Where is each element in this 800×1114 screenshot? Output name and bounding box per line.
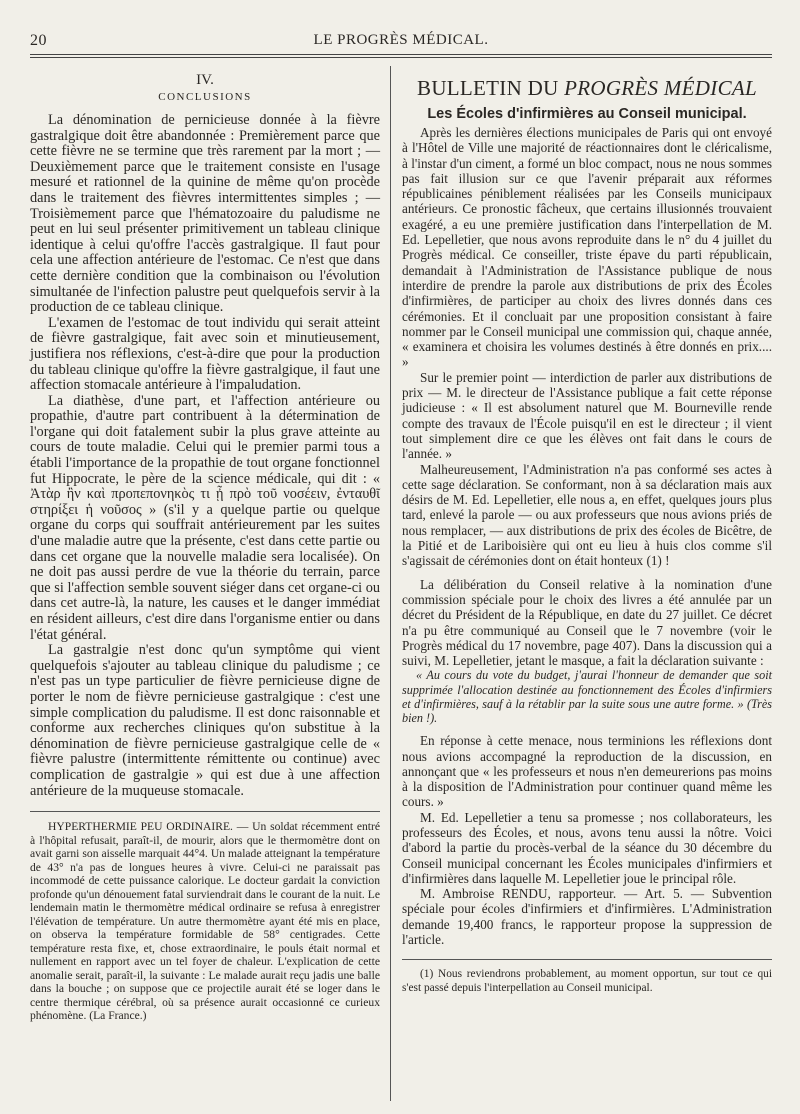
quotation [402, 668, 772, 725]
header-rule-double [30, 57, 772, 58]
footnote [402, 968, 772, 995]
article-subtitle: Les Écoles d'infirmières au Conseil municipal. [427, 106, 747, 122]
journal-title: LE PROGRÈS MÉDICAL. [313, 32, 489, 48]
paragraph: Sur le premier point — interdiction de parler aux distributions de prix — M. le directeur de l'Assistance publique a fait cette réponse judicieuse : « Il est absolument naturel que M. Bourneville rende compte des travaux de l'École puisqu'il en est le directeur ; il vient tout simplement dire ce que les élèves ont fait dans le cours de l'année. » [402, 369, 772, 462]
quotation-text: « Au cours du vote du budget, j'aurai l'honneur de demander que soit supprimée l'allocation destinée au fonctionnement des Écoles d'infirmiers et d'infirmières, sauf à la rétablir par la suite sous une autre forme. » (Très bien !). [402, 668, 772, 725]
paragraph: La délibération du Conseil relative à la nomination d'une commission spéciale pour le choix des livres a été annulée par un décret du Président de la République, en date du 27 juillet. Ce décret n'a pu être communiqué au Conseil que le 7 novembre (voir le Progrès médical du 17 novembre, page 407). Dans la discussion qui a suivi, M. Lepelletier, jetant le masque, a fait la déclaration suivante : [402, 576, 772, 669]
bulletin-title-italic: PROGRÈS MÉDICAL [564, 76, 757, 100]
news-note-text: HYPERTHERMIE PEU ORDINAIRE. — Un soldat récemment entré à l'hôpital refusait, paraît-il, de mourir, alors que le thermomètre dont on avait garni son aisselle marquait 44°4. Un malade atteignant la température de 43° n'a pas de longues heures à vivre. Celui-ci ne paraissait pas incommodé de cette puissance calorique. Le docteur gardait la conviction profonde qu'un dénouement fatal surviendrait dans le courant de la nuit. Le lendemain matin le thermomètre médical ordinaire se refusa à enregistrer l'élévation de température. Un autre thermomètre ayant été mis en place, on observa la température formidable de 58° centigrades. Cette température resta fixe, et, chose extraordinaire, le pouls était normal et nullement en rapport avec un tel foyer de chaleur. L'explication de cette anomalie serait, paraît-il, la suivante : Le malade aurait reçu jadis une balle dans la bouche ; on suppose que ce projectile aurait été se loger dans le centre thermique cérébral, où sa présence aurait occasionné ce curieux phénomène. (La France.) [30, 820, 380, 1023]
section-number: IV. [196, 72, 214, 88]
header-rule [30, 54, 772, 55]
paragraph: La gastralgie n'est donc qu'un symptôme qui vient quelquefois s'ajouter au tableau clinique du paludisme ; ce n'est pas un type particulier de fièvre pernicieuse digne de porter le nom de fièvre pernicieuse gastralgique : c'est une simple complication du paludisme. Il est donc raisonnable et conforme aux recherches cliniques qu'on substitue à la dénomination de fièvre pernicieuse gastralgique celle de « fièvre palustre (intermittente rémittente ou continue) avec complication de gastralgie » qui est due à une affection antérieure de la muqueuse stomacale. [30, 642, 380, 799]
news-note [30, 820, 380, 1023]
note-separator [30, 811, 380, 812]
section-title: CONCLUSIONS [158, 91, 252, 103]
paragraph: Après les dernières élections municipales de Paris qui ont envoyé à l'Hôtel de Ville une majorité de réactionnaires dont le cléricalisme, à l'instar d'un ciment, a formé un bloc compact, nous ne nous sommes pas fait illusion sur ce que l'avenir préparait aux réformes républicaines péniblement réalisées par les Conseils municipaux antérieurs. Ce pronostic fâcheux, que certains illusionnés trouvaient exagéré, a eu une première justification dans l'interpellation de M. Ed. Lepelletier, que nous avons reproduite dans le n° du 4 juillet du Progrès médical. Ce conseiller, triste épave du parti républicain, demandait à l'Administration de l'Assistance publique de nous interdire de prendre la parole aux distributions de prix des Écoles d'infirmières, de participer au choix des livres donnés dans ces cérémonies. Et il concluait par une proposition consistant à faire nommer par le Conseil municipal une commission qui, chaque année, « examinera et choisira les volumes destinés à être donnés en prix.... » [402, 125, 772, 370]
paragraph: La diathèse, d'une part, et l'affection antérieure ou propathie, d'autre part contribuent à la détermination de l'organe qui doit fatalement subir la plus grave atteinte au cours de toute maladie. Celui qui le premier parmi tous a établi l'importance de la propathie de tout organe fonctionnel fut Hippocrate, le père de la science médicale, qui dit : « Ἀτὰρ ἢν καὶ προπεπονηκὸς τι ᾖ πρὸ τοῦ νοσέειν, ἐνταυθῖ στηρίξει ἡ νοῦσος » (s'il y a quelque partie ou quelque organe du corps qui souffrait antérieurement par les suites d'une maladie autre que la présente, c'est dans cette partie ou dans cet organe que la nouvelle maladie sera localisée). On ne doit pas aussi perdre de vue la théorie du terrain, parce que si l'affection semble souvent siéger dans cet organe-ci ou dans cet autre-là, la nature, les causes et le danger immédiat en résident ailleurs, c'est dire dans l'organisme entier ou dans l'état général. [30, 392, 380, 643]
column-divider [390, 66, 391, 1101]
left-column [30, 66, 380, 1023]
bulletin-title [402, 76, 772, 101]
page [30, 28, 772, 1101]
paragraph: M. Ed. Lepelletier a tenu sa promesse ; nos collaborateurs, les professeurs des Écoles, et nous, avons tenu aussi la nôtre. Voici d'abord la partie du procès-verbal de la séance du 30 décembre du Conseil municipal concernant les Écoles municipales d'infirmiers et d'infirmières dans laquelle M. Lepelletier joue le principal rôle. [402, 809, 772, 886]
paragraph: La dénomination de pernicieuse donnée à la fièvre gastralgique doit être abandonnée : Premièrement parce que cette fièvre ne se termine que très rarement par la mort ; — Deuxièmement parce que le traitement consiste en l'usage mesuré et rationnel de la quinine de même qu'on procède dans le traitement des fièvres intermittentes simples ; — Troisièmement parce que l'hématozoaire du paludisme ne peut en lui seul présenter primitivement un tableau clinique identique à celui qu'offre l'accès gastralgique. Il faut pour cela une affection antérieure de l'estomac. Ce n'est que dans cette dernière condition que la combinaison ou l'évolution simultanée de l'infection palustre peut quelquefois servir à la production de ce tableau clinique. [30, 112, 380, 316]
page-number: 20 [30, 32, 47, 49]
footnote-text: (1) Nous reviendrons probablement, au moment opportun, sur tout ce qui s'est passé depuis l'interpellation au Conseil municipal. [402, 968, 772, 994]
paragraph: M. Ambroise RENDU, rapporteur. — Art. 5. — Subvention spéciale pour écoles d'infirmiers et d'infirmières. L'Administration demande 19,400 francs, le rapporteur propose la suppression de l'article. [402, 886, 772, 948]
paragraph: Malheureusement, l'Administration n'a pas conformé ses actes à cette sage déclaration. Se conformant, non à sa déclaration mais aux désirs de M. Ed. Lepelletier, elle nous a, en effet, quelques jours plus tard, enlevé la parole — ou aux professeurs que nous avions priés de nous remplacer, — aux distributions de prix des écoles de Bicêtre, de la Pitié et de Lariboisière qui ont eu lieu à huis clos comme s'il s'agissait de cérémonies dont on était honteux (1) ! [402, 461, 772, 569]
columns [30, 66, 772, 1101]
paragraph: En réponse à cette menace, nous terminions les réflexions dont nous avions accompagné la reproduction de la discussion, en annonçant que « les professeurs et nous n'en demeurerions pas moins à la disposition de l'Administration pour continuer quand même les cours. » [402, 733, 772, 810]
bulletin-title-plain: BULLETIN DU [417, 76, 565, 100]
running-header [30, 28, 772, 50]
footnote-separator [402, 959, 772, 960]
paragraph: L'examen de l'estomac de tout individu qui serait atteint de fièvre gastralgique, fait avec soin et minutieusement, justifiera nos réflexions, c'est-à-dire que pour la production du tableau clinique qu'offre la fièvre gastralgique, il faut une affection stomacale antérieure à l'impaludation. [30, 314, 380, 394]
right-column [402, 66, 772, 995]
